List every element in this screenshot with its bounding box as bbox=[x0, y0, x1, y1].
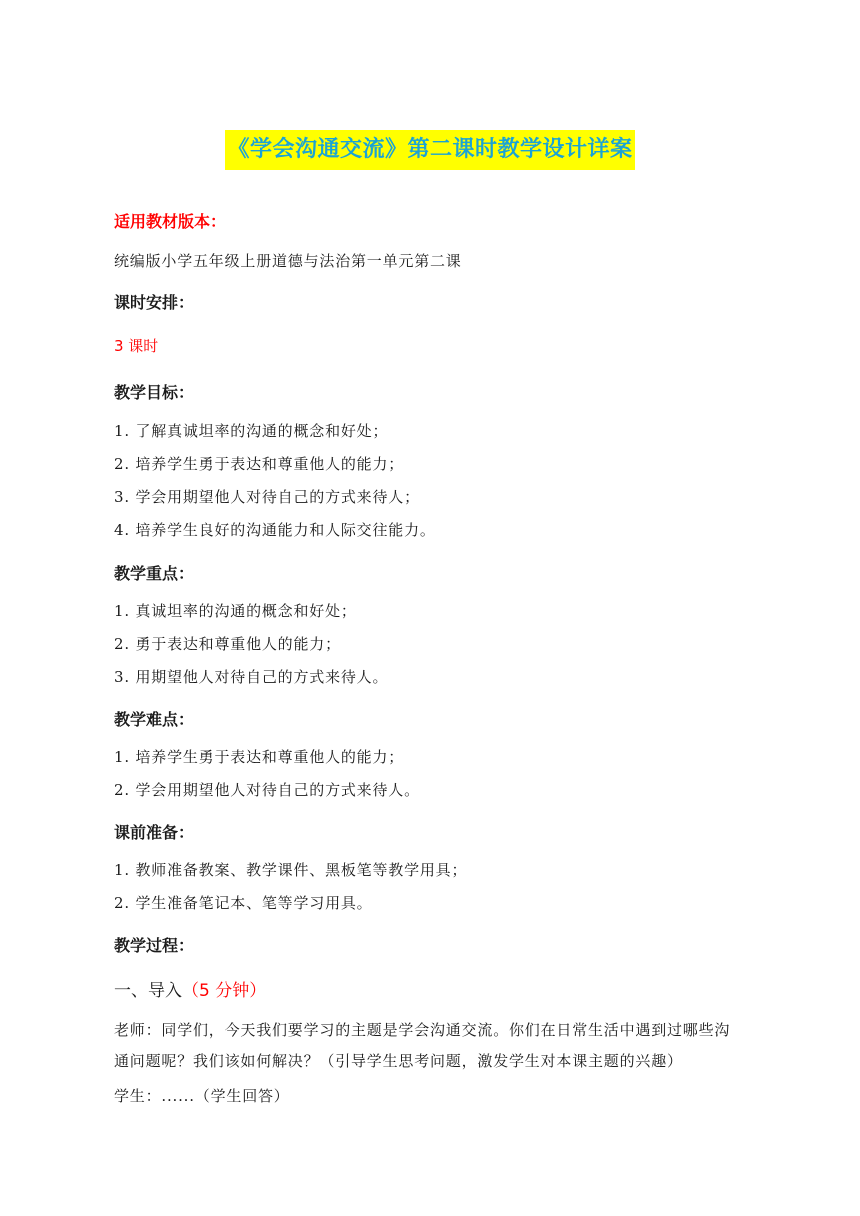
textbook-label: 适用教材版本： bbox=[114, 212, 227, 231]
schedule-label: 课时安排： bbox=[114, 293, 195, 312]
difficulties-label: 教学难点： bbox=[114, 710, 195, 729]
document-title: 《学会沟通交流》第二课时教学设计详案 bbox=[225, 130, 634, 170]
process-label: 教学过程： bbox=[114, 936, 195, 955]
difficulty-item: 1. 培养学生勇于表达和尊重他人的能力； bbox=[114, 748, 405, 766]
objectives-label: 教学目标： bbox=[114, 383, 195, 402]
textbook-value: 统编版小学五年级上册道德与法治第一单元第二课 bbox=[114, 252, 462, 270]
key-point-item: 1. 真诚坦率的沟通的概念和好处； bbox=[114, 602, 357, 620]
key-point-item: 2. 勇于表达和尊重他人的能力； bbox=[114, 635, 341, 653]
objective-item: 2. 培养学生勇于表达和尊重他人的能力； bbox=[114, 455, 405, 473]
difficulty-item: 2. 学会用期望他人对待自己的方式来待人。 bbox=[114, 781, 420, 799]
schedule-value: 3 课时 bbox=[114, 337, 159, 355]
preparation-item: 1. 教师准备教案、教学课件、黑板笔等教学用具； bbox=[114, 861, 468, 879]
student-line: 学生：......（学生回答） bbox=[114, 1087, 290, 1105]
key-point-item: 3. 用期望他人对待自己的方式来待人。 bbox=[114, 668, 389, 686]
objective-item: 3. 学会用期望他人对待自己的方式来待人； bbox=[114, 488, 420, 506]
section-heading bbox=[114, 976, 266, 1001]
key-points-label: 教学重点： bbox=[114, 564, 195, 583]
preparation-label: 课前准备： bbox=[114, 823, 195, 842]
preparation-item: 2. 学生准备笔记本、笔等学习用具。 bbox=[114, 894, 373, 912]
teacher-line-1: 老师：同学们，今天我们要学习的主题是学会沟通交流。你们在日常生活中遇到过哪些沟 bbox=[114, 1021, 731, 1039]
section-title: 一、导入 bbox=[114, 981, 182, 1001]
section-duration: （5 分钟） bbox=[182, 981, 267, 1001]
title-container bbox=[0, 130, 860, 170]
objective-item: 1. 了解真诚坦率的沟通的概念和好处； bbox=[114, 422, 389, 440]
teacher-line-2: 通问题呢？我们该如何解决？（引导学生思考问题，激发学生对本课主题的兴趣） bbox=[114, 1052, 683, 1070]
objective-item: 4. 培养学生良好的沟通能力和人际交往能力。 bbox=[114, 521, 436, 539]
